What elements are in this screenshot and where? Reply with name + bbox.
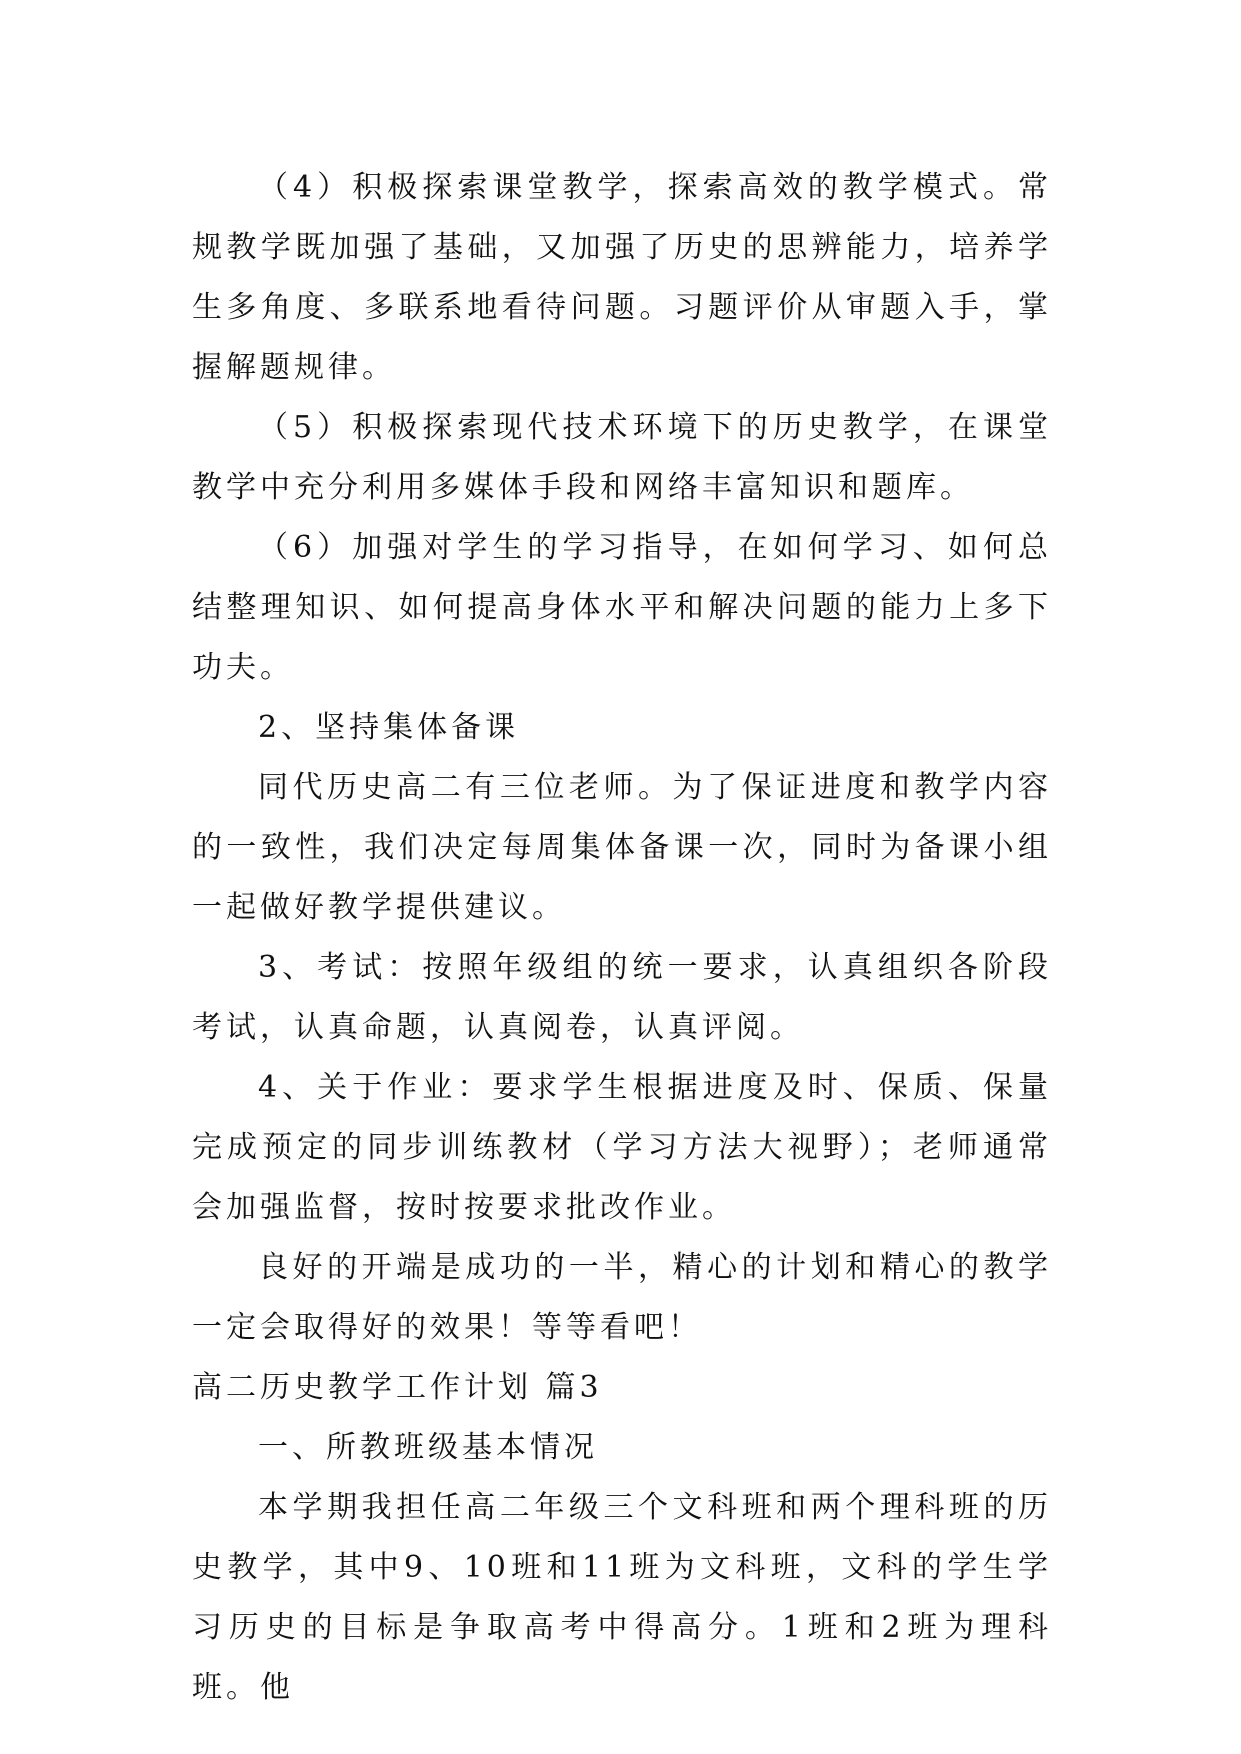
paragraph-exams: 3、考试：按照年级组的统一要求，认真组织各阶段考试，认真命题，认真阅卷，认真评阅。 — [192, 950, 1052, 1045]
paragraph-homework: 4、关于作业：要求学生根据进度及时、保质、保量完成预定的同步训练教材（学习方法大视野）；老师通常会加强监督，按时按要求批改作业。 — [192, 1070, 1052, 1225]
paragraph-6: （6）加强对学生的学习指导，在如何学习、如何总结整理知识、如何提高身体水平和解决问题的能力上多下功夫。 — [192, 530, 1052, 685]
paragraph-5: （5）积极探索现代技术环境下的历史教学，在课堂教学中充分利用多媒体手段和网络丰富知识和题库。 — [192, 410, 1052, 505]
subsection-title: 一、所教班级基本情况 — [258, 1430, 598, 1465]
paragraph-conclusion: 良好的开端是成功的一半，精心的计划和精心的教学一定会取得好的效果！等等看吧！ — [192, 1250, 1052, 1345]
paragraph-class-situation: 本学期我担任高二年级三个文科班和两个理科班的历史教学，其中9、10班和11班为文科班，文科的学生学习历史的目标是争取高考中得高分。1班和2班为理科班。他 — [192, 1490, 1052, 1705]
section-title: 高二历史教学工作计划 篇3 — [192, 1370, 603, 1405]
paragraph-collective-prep: 同代历史高二有三位老师。为了保证进度和教学内容的一致性，我们决定每周集体备课一次，同时为备课小组一起做好教学提供建议。 — [192, 770, 1052, 925]
paragraph-4: （4）积极探索课堂教学，探索高效的教学模式。常规教学既加强了基础，又加强了历史的思辨能力，培养学生多角度、多联系地看待问题。习题评价从审题入手，掌握解题规律。 — [192, 170, 1052, 385]
item-heading-collective-prep: 2、坚持集体备课 — [258, 710, 520, 745]
document-body — [192, 158, 1052, 1718]
